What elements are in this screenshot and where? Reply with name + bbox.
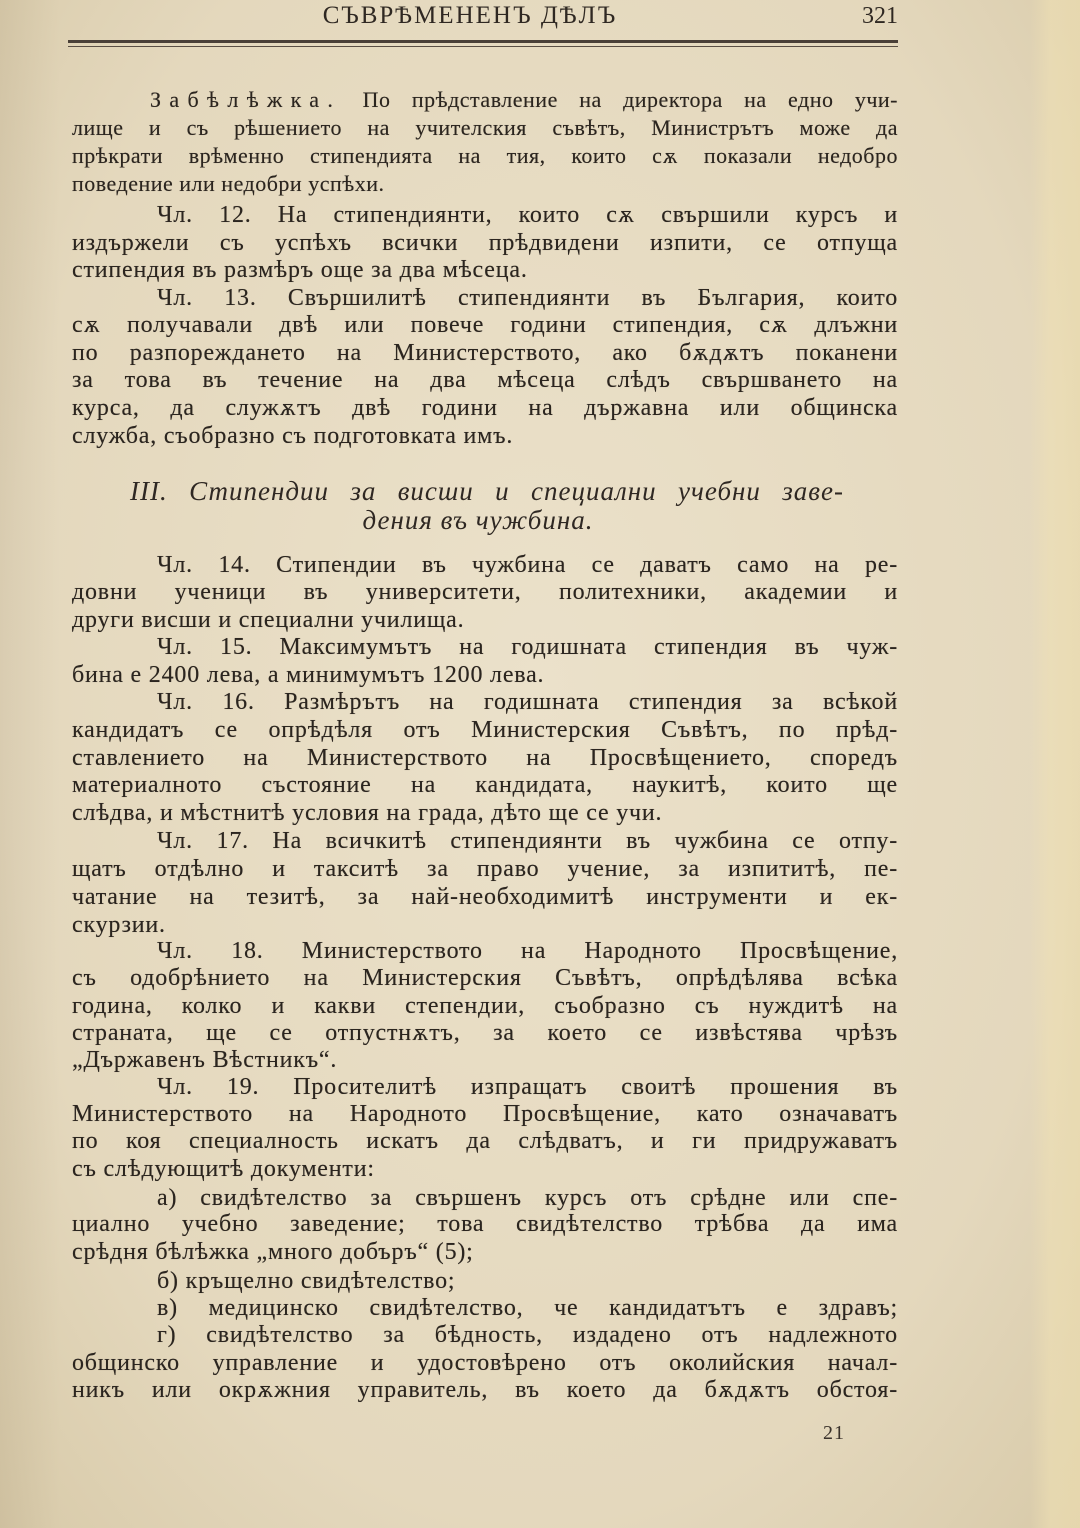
article-19-line-3: по коя специалность искатъ да слѣдватъ, и ги придружаватъ xyxy=(72,1128,898,1154)
header-rule-thin xyxy=(68,46,898,47)
item-g-line-3: никъ или окрѫжния управитель, въ което да бѫдѫтъ обстоя- xyxy=(72,1377,898,1403)
article-13-line-2: сѫ получавали двѣ или повече години стипендия, сѫ длъжни xyxy=(72,312,898,338)
header-rule-thick xyxy=(68,40,898,43)
article-16-line-4: материалното състояние на кандидата, наукитѣ, които ще xyxy=(72,772,898,798)
section-heading-line-2: дения въ чужбина. xyxy=(362,505,594,535)
section-heading-line-1: III. Стипендии за висши и специални учебни заве- xyxy=(130,476,844,506)
article-18-line-2: съ одобрѣнието на Министерския Съвѣтъ, опрѣдѣлява всѣка xyxy=(72,965,898,991)
article-14-line-2: довни ученици въ университети, политехники, академии и xyxy=(72,579,898,605)
article-16-line-1: Чл. 16. Размѣрътъ на годишната стипендия за всѣкой xyxy=(157,689,898,715)
item-v-line-1: в) медицинско свидѣтелство, че кандидатътъ е здравъ; xyxy=(157,1295,898,1321)
article-16-line-3: ставлението на Министерството на Просвѣщението, споредъ xyxy=(72,745,898,771)
note-line-2: лище и съ рѣшението на учителския съвѣтъ, Министрътъ може да xyxy=(72,115,898,140)
running-title: СЪВРѢМЕНЕНЪ ДѢЛЪ xyxy=(322,2,618,29)
note-label: Забѣлѣжка. xyxy=(150,87,342,112)
article-17-line-1: Чл. 17. На всичкитѣ стипендиянти въ чужбина се отпу- xyxy=(157,828,898,854)
article-14-line-3: други висши и специални училища. xyxy=(72,607,465,633)
article-19-line-2: Министерството на Народното Просвѣщение, като означаватъ xyxy=(72,1101,898,1127)
article-16-line-2: кандидатъ се опрѣдѣля отъ Министерския Съвѣтъ, по прѣд- xyxy=(72,717,898,743)
note-line-3: прѣкрати врѣменно стипендията на тия, които сѫ показали недобро xyxy=(72,143,898,168)
article-13-line-6: служба, съобразно съ подготовката имъ. xyxy=(72,423,514,449)
article-15-line-2: бина е 2400 лева, а минимумътъ 1200 лева. xyxy=(72,662,545,688)
article-17-line-4: скурзии. xyxy=(72,912,166,938)
signature-mark: 21 xyxy=(823,1422,845,1444)
article-15-line-1: Чл. 15. Максимумътъ на годишната стипендия въ чуж- xyxy=(157,634,898,660)
article-13-line-1: Чл. 13. Свършилитѣ стипендиянти въ България, които xyxy=(157,285,898,311)
article-19-line-4: съ слѣдующитѣ документи: xyxy=(72,1156,375,1182)
article-14-line-1: Чл. 14. Стипендии въ чужбина се даватъ само на ре- xyxy=(157,552,898,578)
article-12-line-2: издържели съ успѣхъ всички прѣдвидени изпити, се отпуща xyxy=(72,230,898,256)
article-13-line-4: за това въ течение на два мѣсеца слѣдъ свършването на xyxy=(72,367,898,393)
article-18-line-4: страната, ще се отпустнѫтъ, за което се извѣстява чрѣзъ xyxy=(72,1020,898,1046)
article-13-line-3: по разпореждането на Министерството, ако бѫдѫтъ поканени xyxy=(72,340,898,366)
article-18-line-1: Чл. 18. Министерството на Народното Просвѣщение, xyxy=(157,938,898,964)
article-17-line-2: щатъ отдѣлно и такситѣ за право учение, за изпититѣ, пе- xyxy=(72,856,898,882)
page-number: 321 xyxy=(862,3,898,29)
item-g-line-2: общинско управление и удостовѣрено отъ околийския начал- xyxy=(72,1350,898,1376)
item-a-line-2: циално учебно заведение; това свидѣтелство трѣбва да има xyxy=(72,1211,898,1237)
article-19-line-1: Чл. 19. Просителитѣ изпращатъ своитѣ прошения въ xyxy=(157,1074,898,1100)
article-18-line-5: „Държавенъ Вѣстникъ“. xyxy=(72,1047,338,1073)
note-line-1 xyxy=(150,86,898,114)
item-g-line-1: г) свидѣтелство за бѣдность, издадено отъ надлежното xyxy=(157,1322,898,1348)
article-17-line-3: чатание на тезитѣ, за най-необходимитѣ инструменти и ек- xyxy=(72,884,898,910)
article-16-line-5: слѣдва, и мѣстнитѣ условия на града, дѣто ще се учи. xyxy=(72,800,663,826)
item-a-line-1: а) свидѣтелство за свършенъ курсъ отъ срѣдне или спе- xyxy=(157,1185,898,1211)
article-12-line-1: Чл. 12. На стипендиянти, които сѫ свършили курсъ и xyxy=(157,202,898,228)
article-13-line-5: курса, да служѫтъ двѣ години на държавна или общинска xyxy=(72,395,898,421)
note-line-4: поведение или недобри успѣхи. xyxy=(72,171,385,196)
item-a-line-3: срѣдня бѣлѣжка „много добъръ“ (5); xyxy=(72,1239,474,1265)
article-18-line-3: година, колко и какви степендии, съобразно съ нуждитѣ на xyxy=(72,993,898,1019)
article-12-line-3: стипендия въ размѣръ още за два мѣсеца. xyxy=(72,257,528,283)
note-line-1-text: По прѣдставление на директора на едно учи- xyxy=(341,87,898,112)
item-b-line-1: б) кръщелно свидѣтелство; xyxy=(157,1268,456,1294)
